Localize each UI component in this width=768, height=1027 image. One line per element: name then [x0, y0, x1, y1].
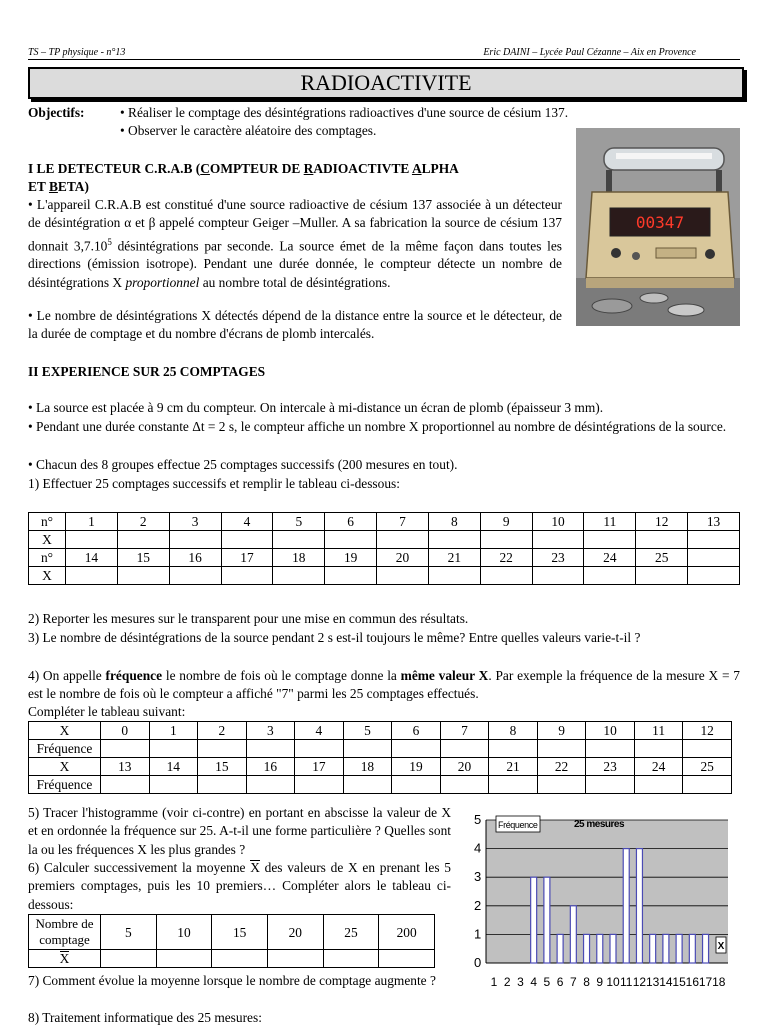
histogram-bar	[623, 849, 629, 963]
histogram-bar	[610, 934, 616, 963]
x-tick-label: 6	[556, 975, 564, 989]
table-row: n° 14 15 16 17 18 19 20 21 22 23 24 25	[29, 549, 740, 567]
section2-title: II EXPERIENCE SUR 25 COMPTAGES	[28, 364, 266, 379]
x-tick-label: 11	[619, 975, 633, 989]
x-tick-label: 9	[596, 975, 604, 989]
objectives-label: Objectifs:	[28, 105, 85, 120]
question-4-instruction: Compléter le tableau suivant:	[28, 704, 186, 719]
table-row: X	[29, 567, 740, 585]
crab-display-digits: 00347	[635, 213, 685, 232]
question-6: 6) Calculer successivement la moyenne X des valeurs de X en prenant les 5 premiers comptages, puis les 10 premiers… Compléter alors le tableau ci-dessous:	[28, 860, 451, 912]
chart-title: 25 mesures	[574, 819, 625, 830]
measurements-table	[28, 512, 740, 585]
x-tick-label: 18	[712, 975, 726, 989]
x-tick-label: 5	[543, 975, 551, 989]
histogram-bar	[597, 934, 603, 963]
x-tick-label: 8	[583, 975, 590, 989]
section2-bullet-1: • La source est placée à 9 cm du compteur. On intercale à mi-distance un écran de plomb (épaisseur 3 mm).	[28, 400, 604, 415]
x-tick-label: 12	[632, 975, 647, 989]
mean-table	[28, 914, 435, 968]
histogram-bar	[570, 906, 576, 963]
section2-bullet-2: • Pendant une durée constante Δt = 2 s, le compteur affiche un nombre X proportionnel au nombre de désintégrations de la source.	[28, 419, 727, 434]
question-3: 3) Le nombre de désintégrations de la source pendant 2 s est-il toujours le même? Entre quelles valeurs varie-t-il ?	[28, 630, 641, 645]
table-row: X	[29, 531, 740, 549]
histogram-chart	[470, 810, 730, 995]
x-tick-label: 17	[698, 975, 713, 989]
x-tick-label: 4	[530, 975, 538, 989]
x-tick-label: 1	[490, 975, 498, 989]
question-2: 2) Reporter les mesures sur le transparent pour une mise en commun des résultats.	[28, 611, 469, 626]
table-row: Fréquence	[29, 740, 732, 758]
y-tick-label: 1	[474, 926, 482, 942]
y-tick-label: 4	[474, 840, 482, 856]
mean-symbol: X	[59, 951, 70, 966]
header-rule	[28, 59, 740, 60]
x-tick-label: 15	[672, 975, 686, 989]
histogram-bar	[663, 934, 669, 963]
x-tick-label: 3	[517, 975, 524, 989]
histogram-bar	[703, 934, 709, 963]
table-row: Nombre de comptage 5 10 15 20 25 200	[29, 915, 435, 950]
y-tick-label: 0	[474, 955, 482, 970]
page-title: RADIOACTIVITE	[28, 67, 744, 99]
histogram-bar	[650, 934, 656, 963]
header-right: Eric DAINI – Lycée Paul Cézanne – Aix en Provence	[483, 47, 696, 58]
section1-paragraph-1: • L'appareil C.R.A.B est constitué d'une source radioactive de césium 137 associée à un détecteur de désintégration α et β appelé compteur Geiger –Muller. A sa fabrication la source de césium 137 donnait 3,7.10$^5$ désintégrations par seconde. La source émet de la même façon dans toutes les directions (émission isotrope). Pendant une durée donnée, le compteur détecte un nombre de désintégrations X proportionnel au nombre total de désintégrations.	[28, 197, 562, 290]
y-tick-label: 2	[474, 897, 482, 913]
mean-symbol: X	[250, 860, 260, 875]
section1-title: I LE DETECTEUR C.R.A.B (COMPTEUR DE RADIOACTIVTE ALPHA ET BETA)	[28, 161, 459, 194]
crab-device-photo	[576, 128, 740, 326]
table-cell: n°	[29, 513, 66, 531]
histogram-bar	[676, 934, 682, 963]
question-4: 4) On appelle fréquence le nombre de fois où le comptage donne la même valeur X. Par exemple la fréquence de la mesure X = 7 est le nombre de fois où le compteur a affiché "7" parmi les 25 comptages effectués.	[28, 668, 741, 702]
header-left: TS – TP physique - n°13	[28, 47, 126, 58]
table-row: Fréquence	[29, 776, 732, 794]
histogram-bar	[584, 934, 590, 963]
histogram-bar	[531, 877, 537, 963]
x-tick-label: 2	[503, 975, 511, 989]
x-marker-label: X	[717, 941, 725, 952]
y-tick-label: 3	[474, 869, 482, 885]
question-1: 1) Effectuer 25 comptages successifs et remplir le tableau ci-dessous:	[28, 476, 400, 491]
x-tick-label: 10	[606, 975, 620, 989]
table-row: n° 1 2 3 4 5 6 7 8 9 10 11 12 13	[29, 513, 740, 531]
x-tick-label: 16	[685, 975, 700, 989]
question-7: 7) Comment évolue la moyenne lorsque le nombre de comptage augmente ?	[28, 973, 436, 988]
x-tick-label: 14	[659, 975, 673, 989]
x-tick-label: 13	[645, 975, 660, 989]
histogram-bar	[557, 934, 563, 963]
question-5: 5) Tracer l'histogramme (voir ci-contre) en portant en abscisse la valeur de X et en ordonnée la fréquence sur 25. A-t-il une forme particulière ? Quelles sont la ou les fréquences X les plus grandes ?	[28, 805, 451, 857]
table-row: X 0 1 2 3 4 5 6 7 8 9 10 11 12	[29, 722, 732, 740]
y-tick-label: 5	[474, 812, 482, 827]
histogram-bar	[689, 934, 695, 963]
x-tick-label: 7	[569, 975, 577, 989]
objective-1: • Réaliser le comptage des désintégrations radioactives d'une source de césium 137.	[120, 105, 569, 120]
section2-bullet-3: • Chacun des 8 groupes effectue 25 comptages successifs (200 mesures en tout).	[28, 457, 458, 472]
frequency-table	[28, 721, 732, 794]
table-row: X 13 14 15 16 17 18 19 20 21 22 23 24 25	[29, 758, 732, 776]
objective-2: • Observer le caractère aléatoire des comptages.	[120, 123, 377, 138]
histogram-bar	[544, 877, 550, 963]
legend-label: Fréquence	[498, 820, 538, 830]
question-8: 8) Traitement informatique des 25 mesures:	[28, 1010, 262, 1025]
histogram-bar	[636, 849, 642, 963]
table-row	[29, 950, 435, 968]
section1-paragraph-2: • Le nombre de désintégrations X détectés dépend de la distance entre la source et le détecteur, de la durée de comptage et du nombre d'écrans de plomb intercalés.	[28, 308, 562, 342]
